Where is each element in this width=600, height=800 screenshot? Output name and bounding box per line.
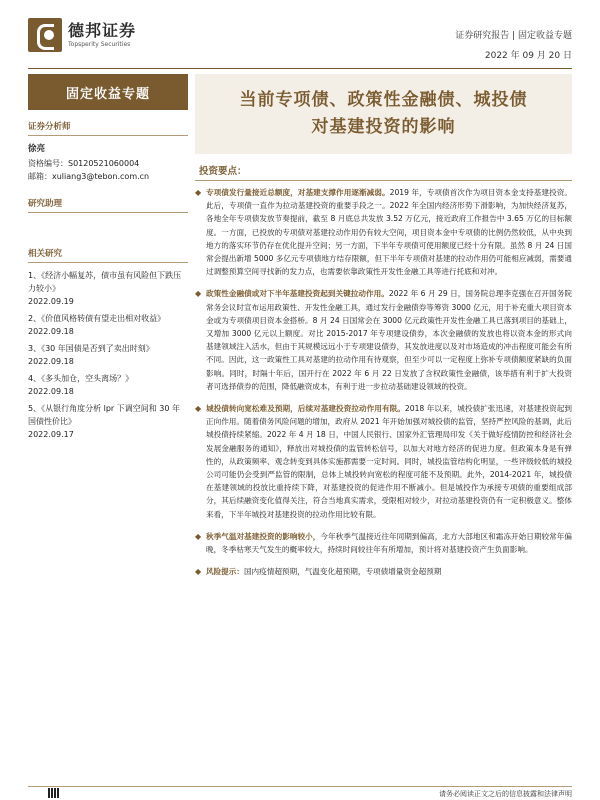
key-point-lead: 政策性金融债或对下半年基建投资起到关键拉动作用。	[206, 289, 389, 299]
related-report-title: 5、《从银行角度分析 lpr 下调空间和 30 年国债性价比》	[28, 404, 181, 426]
key-point-text: 2019 年，专项债首次作为项目资本金支持基建投资。此后，专项债一直作为拉动基建投资的重要手段之一。2022 年全国内经济形势下滑影响，为加快经济复苏，各地全年专项债发放节奏提前，截至 8 月底总共发放 3.52 万亿元，接近政府工作报告中 3.65 万亿的目标额度。一方面，已投放的专项债对基建拉动作用仍有较大空间，项目资本金中专项债的比例仍然较低，从中央到地方的落实环节仍存在优化提升空间；另一方面，下半年专项债可使用额度已经十分有限。虽然 8 月 24 日国常会提出新增 5000 多亿元专项债地方结存限额，但下半年专项债对基建的拉动作用仍可能相应减弱，需要通过调整预算空间寻找新的发力点，也需要依靠政策性开发性金融工具等进行托底和对冲。	[206, 188, 572, 277]
related-report-date: 2022.09.19	[28, 297, 74, 306]
bullet-icon: ◆	[195, 404, 202, 414]
report-type: 证券研究报告 | 固定收益专题	[455, 31, 572, 41]
related-report-item[interactable]	[28, 372, 188, 398]
related-report-date: 2022.09.18	[28, 357, 74, 366]
key-point-lead: 秋季气温对基建投资的影响较小，	[206, 531, 321, 541]
bullet-icon: ◆	[195, 289, 202, 299]
related-report-item[interactable]	[28, 312, 188, 338]
key-point-lead: 城投债转向宽松难及预期，后续对基建投资拉动作用有限。	[206, 404, 405, 414]
related-report-date: 2022.09.18	[28, 327, 74, 336]
qr-code-icon	[48, 788, 60, 798]
related-section-title: 相关研究	[28, 247, 188, 263]
analyst-name: 徐亮	[28, 144, 46, 154]
key-point-text: 2018 年以来，城投债扩张迅速，对基建投资起到正向作用。随着债务风险问题的增加，政府从 2021 年开始加强对城投债的监管，坚持严控风险的基调，此后城投债持续紧缩。2022 年 4 月 18 日，中国人民银行、国家外汇管理局印发《关于做好疫情防控和经济社会发展金融服务的通知》，释放出对城投债的监管转松信号，以加大对地方经济的促进力度。但政策本身是有弹性的，从政策频率、观念转变到具体实施都需要一定时间。同时，城投监管结构化明显，一些评级较低的城投公司可能仍会受到严监管的限制，总体上城投转向宽松的程度可能不及预期。此外，2014-2021 年，城投债在基建领域的投放比重持续下降，对基建投资的促进作用不断减小。但是城投作为承接专项债的重要组成部分，其后续融资变化值得关注，符合当地真实需求，受限相对较少，对拉动基建投资仍有一定积极意义。整体来看，下半年城投对基建投资的拉动作用比较有限。	[206, 404, 572, 519]
key-points-body	[195, 186, 572, 587]
sidebar	[28, 120, 188, 445]
company-logo	[28, 18, 136, 52]
related-report-item[interactable]	[28, 269, 188, 308]
related-report-title: 3、《30 年国债是否到了卖出时刻》	[28, 344, 154, 353]
related-report-date: 2022.09.18	[28, 387, 74, 396]
key-point-paragraph	[195, 530, 572, 556]
key-point-text: 今年秋季气温接近往年同期到偏高，北方大部地区和霜冻开始日期较常年偏晚，冬季枯寒天气发生的概率较大，持续时间较往年有所增加，预计将对基建投资产生负面影响。	[206, 531, 573, 555]
risk-text: 国内疫情超预期，气温变化超预期，专项债增量资金超预期	[243, 567, 442, 577]
footer-divider	[28, 786, 572, 787]
key-point-text: 2022 年 6 月 29 日，国务院总理李克强在召开国务院常务会议时宣布运用政策性、开发性金融工具，通过发行金融债券等筹资 3000 亿元，用于补充重大项目资本金或为专项债项目资本金搭桥。8 月 24 日国常会在 3000 亿元政策性开发性金融工具已落到项目的基础上，又增加 3000 亿元以上额度。对比 2015-2017 年专项建设债券，本次金融债的发放也将以资本金的形式向基建领域注入活水，但由于其规模远远小于专项建设债券，其发放进度以及对市场造成的冲击程度可能会有所不同。因此，这一政策性工具对基建的拉动作用有待观察，但至少可以一定程度上弥补专项债额度紧缺的负面影响。同时，时隔十年后，国开行在 2022 年 6 月 22 日发放了含权政策性金融债，该举措有利于扩大投资者可选择债券的范围，降低融资成本，有利于进一步拉动基础建设领域的投资。	[206, 289, 572, 391]
related-report-item[interactable]	[28, 342, 188, 368]
risk-warning	[195, 565, 572, 578]
risk-lead: 风险提示：	[206, 567, 244, 577]
logo-mark-icon	[28, 18, 62, 52]
logo-name-en: Topsperity Securities	[68, 40, 131, 48]
key-point-paragraph	[195, 402, 572, 521]
related-report-title: 2、《价值风格转债有望走出相对收益》	[28, 314, 166, 323]
header-divider	[28, 68, 572, 69]
category-banner: 固定收益专题	[28, 74, 188, 110]
bullet-icon: ◆	[195, 567, 202, 577]
key-points-title: 投资要点：	[195, 160, 572, 181]
analyst-section-title: 证券分析师	[28, 120, 188, 136]
bullet-icon: ◆	[195, 188, 202, 197]
report-title-box	[195, 74, 572, 154]
report-date: 2022 年 09 月 20 日	[484, 51, 572, 61]
analyst-cert: 资格编号：S0120521060004	[28, 159, 140, 168]
analyst-email[interactable]: 邮箱：xuliang3@tebon.com.cn	[28, 172, 150, 181]
footer-disclaimer: 请务必阅读正文之后的信息披露和法律声明	[439, 790, 572, 798]
bullet-icon: ◆	[195, 531, 202, 541]
assistant-section-title: 研究助理	[28, 197, 188, 213]
related-report-title: 4、《多头加仓，空头离场？》	[28, 374, 134, 383]
key-point-paragraph	[195, 186, 572, 278]
related-report-title: 1、《经济小幅复苏，债市虽有风险但下跌压力较小》	[28, 271, 182, 293]
key-point-lead: 专项债发行量接近总额度，对基建支撑作用逐渐减弱。	[206, 188, 390, 197]
logo-name-cn: 德邦证券	[68, 20, 137, 40]
report-title-line-1: 当前专项债、政策性金融债、城投债	[239, 90, 528, 110]
related-report-item[interactable]	[28, 402, 188, 441]
report-title-line-2: 对基建投资的影响	[311, 117, 456, 137]
key-point-paragraph	[195, 287, 572, 393]
related-report-date: 2022.09.17	[28, 430, 74, 439]
